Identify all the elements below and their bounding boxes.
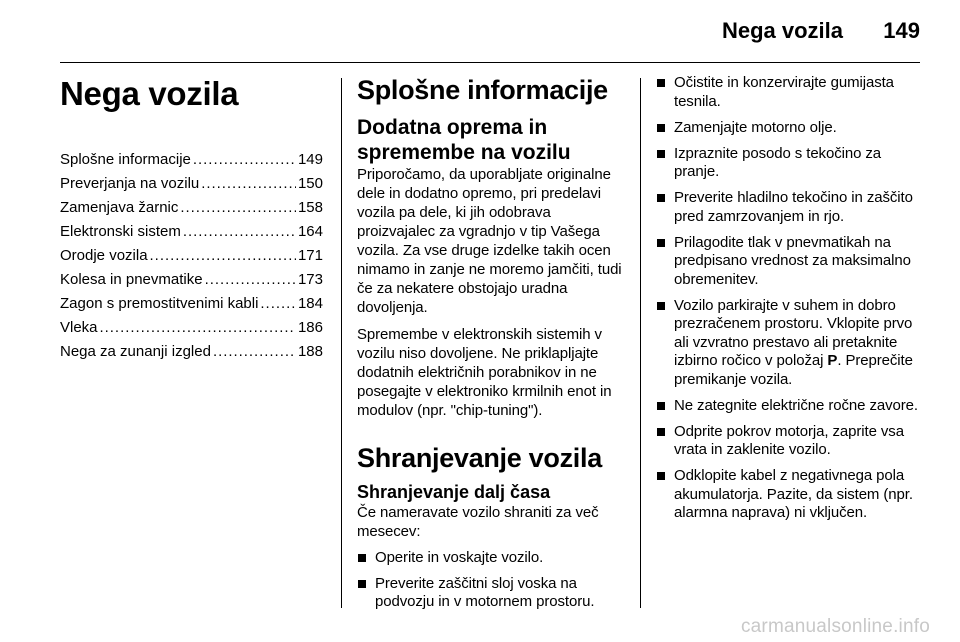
toc-entry-label: Kolesa in pnevmatike [60,271,203,288]
toc-entry[interactable] [60,268,323,292]
header-rule [60,62,920,63]
paragraph: Priporočamo, da uporabljate originalne dele in dodatno opremo, pri predelavi vozila pa dele, ki jih odobrava proizvajalec za vgradnjo v tip Vašega vozila. Za vse druge izdelke takih ocen nimamo in zanje ne moremo jamčiti, tudi če za nekatere obstojajo uradna dovoljenja. [357,166,622,316]
bullet-list [357,549,624,612]
toc-entry-label: Zagon s premostitvenimi kabli [60,295,259,312]
toc-entry-page: 184 [297,295,323,312]
gear-position-p: P [827,352,838,369]
section-title: Splošne informacije [357,75,608,105]
subsection-title: Dodatna oprema in spremembe na vozilu [357,116,571,164]
toc-entry-label: Orodje vozila [60,247,148,264]
bullet-text: Operite in voskajte vozilo. [375,549,544,566]
column-divider [341,78,342,608]
column-storage-steps [656,74,922,530]
toc-leader-dots [193,148,296,172]
watermark: carmanualsonline.info [740,616,930,637]
toc-entry[interactable] [60,292,323,316]
toc-leader-dots [100,316,296,340]
toc-leader-dots [213,340,296,364]
square-bullet-icon [657,150,665,158]
square-bullet-icon [657,302,665,310]
bullet-item [656,119,922,138]
toc-entry-label: Zamenjava žarnic [60,199,179,216]
page-number: 149 [883,18,920,43]
toc-leader-dots [205,268,296,292]
toc-entry-page: 186 [297,319,323,336]
toc-entry[interactable] [60,244,323,268]
toc-entry-page: 149 [297,151,323,168]
bullet-item [656,189,922,226]
column-chapter-contents [60,74,323,364]
toc-leader-dots [201,172,296,196]
toc-entry-label: Elektronski sistem [60,223,181,240]
bullet-item [656,423,922,460]
bullet-item [656,74,922,111]
bullet-item [656,467,922,523]
toc-leader-dots [180,196,296,220]
toc-leader-dots [183,220,296,244]
toc-leader-dots [260,292,296,316]
square-bullet-icon [657,472,665,480]
bullet-text: Preverite hladilno tekočino in zaščito pred zamrzovanjem in rjo. [674,189,913,225]
bullet-item [357,575,624,612]
table-of-contents [60,148,323,364]
toc-entry[interactable] [60,316,323,340]
bullet-text: Očistite in konzervirajte gumijasta tesnila. [674,74,894,110]
square-bullet-icon [657,194,665,202]
bullet-text: Preverite zaščitni sloj voska na podvozju in v motornem prostoru. [375,574,595,610]
square-bullet-icon [657,79,665,87]
bullet-text: Izpraznite posodo s tekočino za pranje. [674,144,882,180]
toc-entry-page: 164 [297,223,323,240]
bullet-text-after: . Preprečite premikanje vozila. [674,352,913,388]
square-bullet-icon [657,402,665,410]
toc-leader-dots [150,244,296,268]
toc-entry-page: 188 [297,343,323,360]
toc-entry[interactable] [60,340,323,364]
column-divider [640,78,641,608]
paragraph: Spremembe v elektronskih sistemih v vozilu niso dovoljene. Ne priklapljajte dodatnih električnih porabnikov in ne posegajte v elektroniko krmilnih enot in modulov (npr. "chip-tuning"). [357,326,612,419]
bullet-item [656,234,922,290]
toc-entry[interactable] [60,220,323,244]
bullet-text: Prilagodite tlak v pnevmatikah na predpisano vrednost za maksimalno obremenitev. [674,233,911,288]
bullet-item [656,397,922,416]
header-title: Nega vozila [721,18,843,43]
toc-entry-page: 158 [297,199,323,216]
square-bullet-icon [657,239,665,247]
bullet-text: Ne zategnite električne ročne zavore. [674,396,918,414]
toc-entry-label: Vleka [60,319,98,336]
bullet-list [656,74,922,523]
subsection-title: Shranjevanje dalj časa [357,482,551,502]
toc-entry-page: 150 [297,175,323,192]
bullet-item [357,549,624,568]
square-bullet-icon [657,124,665,132]
column-general-information [357,74,624,619]
bullet-text: Odprite pokrov motorja, zaprite vsa vrata in zaklenite vozilo. [674,422,904,458]
square-bullet-icon [657,428,665,436]
bullet-text: Odklopite kabel z negativnega pola akumulatorja. Pazite, da sistem (npr. alarmna naprava) ni vključen. [674,467,913,521]
bullet-item [656,145,922,182]
square-bullet-icon [358,554,366,562]
paragraph: Če nameravate vozilo shraniti za več mesecev: [357,504,599,540]
toc-entry-label: Nega za zunanji izgled [60,343,211,360]
toc-entry[interactable] [60,172,323,196]
square-bullet-icon [358,580,366,588]
toc-entry-label: Splošne informacije [60,151,191,168]
toc-entry[interactable] [60,196,323,220]
toc-entry[interactable] [60,148,323,172]
toc-entry-page: 173 [297,271,323,288]
section-title: Shranjevanje vozila [357,443,602,473]
toc-entry-label: Preverjanja na vozilu [60,175,200,192]
bullet-item [656,297,922,390]
bullet-text-before: Vozilo parkirajte v suhem in dobro prezračenem prostoru. Vklopite prvo ali vzvratno prestavo ali pretaknite izbirno ročico v položaj [674,296,913,369]
toc-entry-page: 171 [297,247,323,264]
chapter-title: Nega vozila [60,75,239,112]
bullet-text: Zamenjajte motorno olje. [674,118,837,136]
